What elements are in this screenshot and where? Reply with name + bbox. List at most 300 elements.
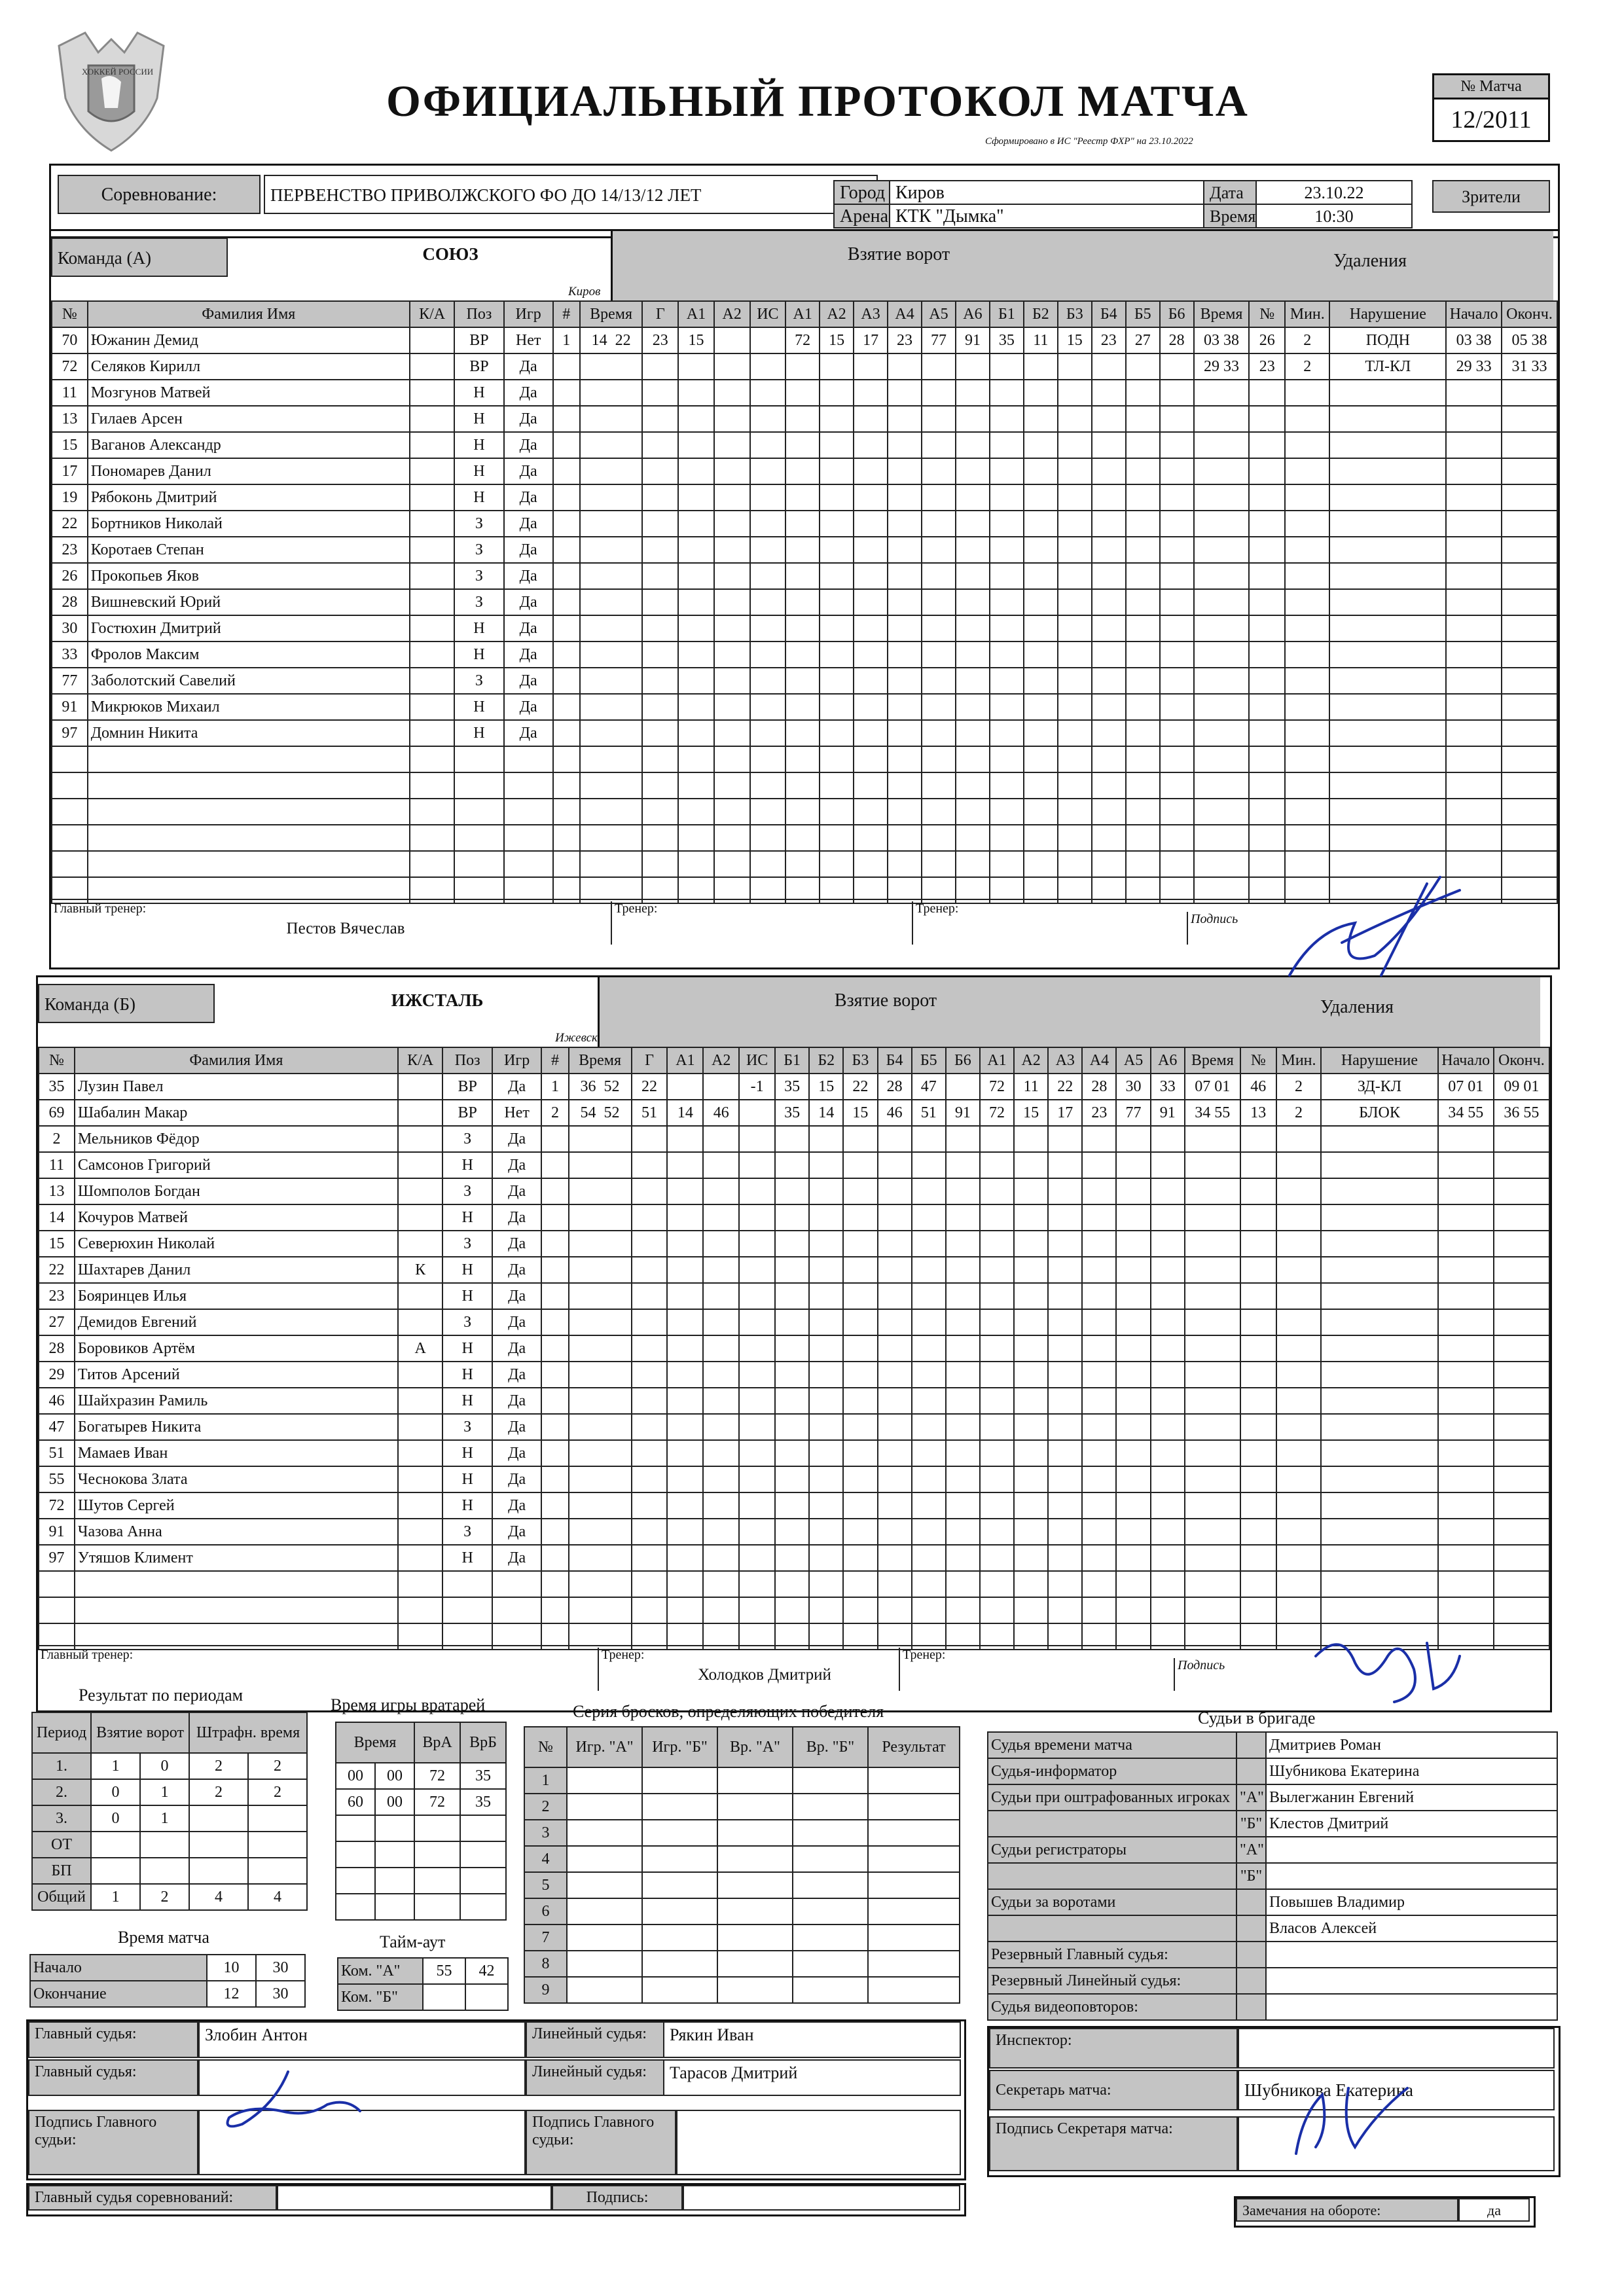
- empty-cell: [1240, 1440, 1276, 1466]
- empty-cell: [1126, 406, 1160, 432]
- team_a-onice-col-4: А5: [922, 301, 956, 327]
- empty-cell: [956, 589, 990, 615]
- empty-cell: [750, 642, 786, 668]
- empty-cell: [1321, 1152, 1437, 1178]
- empty-cell: [1502, 537, 1557, 563]
- empty-cell: [775, 1335, 809, 1362]
- empty-cell: [703, 1519, 739, 1545]
- empty-cell: [1249, 642, 1285, 668]
- empty-cell: [1126, 720, 1160, 746]
- empty-cell: [1249, 746, 1285, 772]
- team_b-coach2-label: Тренер:: [899, 1648, 945, 1691]
- empty-cell: [750, 511, 786, 537]
- empty-cell: [1194, 432, 1250, 458]
- player-number: 46: [39, 1388, 75, 1414]
- main-ref-1: Злобин Антон: [198, 2021, 526, 2058]
- empty-cell: [1048, 1388, 1082, 1414]
- empty-cell: [854, 799, 888, 825]
- empty-cell: [922, 825, 956, 851]
- player-name: Мамаев Иван: [75, 1440, 398, 1466]
- empty-cell: [541, 1362, 568, 1388]
- empty-cell: [1329, 615, 1446, 642]
- empty-cell: [1285, 406, 1329, 432]
- empty-cell: [1014, 1519, 1048, 1545]
- player-played: Да: [492, 1204, 541, 1231]
- empty-cell: [1151, 1414, 1185, 1440]
- empty-cell: [820, 851, 854, 877]
- periods-col-pim: Штрафн. время: [189, 1712, 307, 1753]
- penalty-start-min: 29: [1456, 357, 1472, 375]
- period-pim-a: 2: [189, 1779, 248, 1805]
- empty-cell: [1058, 799, 1092, 825]
- empty-cell: [785, 484, 820, 511]
- empty-cell: [1494, 1519, 1549, 1545]
- player-played: Да: [504, 511, 553, 537]
- onice-player: 46: [878, 1100, 912, 1126]
- goal-assist-2: 46: [703, 1100, 739, 1126]
- empty-cell: [843, 1309, 877, 1335]
- empty-cell: [580, 484, 643, 511]
- empty-cell: [1185, 1309, 1240, 1335]
- empty-cell: [739, 1492, 775, 1519]
- empty-cell: [1126, 458, 1160, 484]
- empty-cell: [946, 1335, 980, 1362]
- team_a-city: Киров: [568, 285, 601, 298]
- empty-cell: [642, 380, 678, 406]
- empty-cell: [1024, 825, 1058, 851]
- empty-cell: [714, 694, 750, 720]
- empty-cell: [809, 1204, 843, 1231]
- empty-cell: [1276, 1335, 1322, 1362]
- empty-cell: [1048, 1440, 1082, 1466]
- empty-cell: [1058, 511, 1092, 537]
- empty-cell: [922, 668, 956, 694]
- player-position: З: [442, 1178, 492, 1204]
- team_b-roster-col-2: К/А: [398, 1047, 443, 1074]
- empty-cell: [1329, 432, 1446, 458]
- empty-cell: [820, 694, 854, 720]
- goalie-row: [336, 1789, 506, 1815]
- goalie-row: [336, 1763, 506, 1789]
- empty-cell: [1092, 615, 1126, 642]
- empty-cell: [1151, 1231, 1185, 1257]
- empty-cell: [809, 1597, 843, 1623]
- empty-cell: [980, 1388, 1014, 1414]
- empty-cell: [990, 380, 1024, 406]
- timeout-b-min: [423, 1984, 465, 2010]
- empty-cell: [1494, 1388, 1549, 1414]
- empty-cell: [922, 746, 956, 772]
- empty-cell: [632, 1597, 668, 1623]
- player-position: З: [454, 511, 503, 537]
- player-number: 69: [39, 1100, 75, 1126]
- empty-cell: [820, 432, 854, 458]
- team_b-row: [39, 1152, 1549, 1178]
- empty-cell: [1024, 484, 1058, 511]
- empty-cell: [714, 799, 750, 825]
- goal-number: 1: [553, 327, 580, 353]
- player-position: Н: [442, 1152, 492, 1178]
- empty-cell: [1160, 615, 1194, 642]
- empty-cell: [1194, 589, 1250, 615]
- empty-cell: [912, 1362, 946, 1388]
- player-played: Да: [504, 642, 553, 668]
- empty-cell: [820, 589, 854, 615]
- team_a-row: [52, 694, 1557, 720]
- empty-cell: [1082, 1335, 1116, 1362]
- empty-cell: [739, 1362, 775, 1388]
- team_b-pen-col-3: Нарушение: [1321, 1047, 1437, 1074]
- empty-cell: [1160, 851, 1194, 877]
- empty-cell: [878, 1257, 912, 1283]
- empty-cell: [1276, 1388, 1322, 1414]
- empty-cell: [703, 1178, 739, 1204]
- city-value: Киров: [889, 180, 1249, 205]
- player-ka: [398, 1074, 443, 1100]
- empty-cell: [1082, 1257, 1116, 1283]
- empty-cell: [1321, 1335, 1437, 1362]
- empty-cell: [642, 746, 678, 772]
- shootout-number: 8: [524, 1951, 567, 1977]
- empty-cell: [1024, 563, 1058, 589]
- empty-cell: [1240, 1519, 1276, 1545]
- empty-cell: [1438, 1519, 1494, 1545]
- empty-cell: [1446, 825, 1502, 851]
- empty-cell: [1092, 432, 1126, 458]
- goal-time-min: 14: [591, 331, 607, 349]
- empty-cell: [1024, 406, 1058, 432]
- empty-cell: [1494, 1597, 1549, 1623]
- empty-cell: [1024, 380, 1058, 406]
- onice-player: 17: [1048, 1100, 1082, 1126]
- empty-cell: [632, 1414, 668, 1440]
- official-row: [988, 1968, 1557, 1994]
- empty-cell: [1321, 1519, 1437, 1545]
- player-position: Н: [454, 642, 503, 668]
- player-played: Да: [492, 1152, 541, 1178]
- penalty-end-sec: 01: [1523, 1077, 1540, 1095]
- empty-cell: [714, 563, 750, 589]
- player-played: Да: [504, 406, 553, 432]
- empty-cell: [1194, 615, 1250, 642]
- player-ka: [410, 694, 454, 720]
- empty-cell: [912, 1414, 946, 1440]
- empty-cell: [580, 406, 643, 432]
- empty-cell: [946, 1414, 980, 1440]
- team_a-row: [52, 642, 1557, 668]
- empty-cell: [1014, 1309, 1048, 1335]
- empty-cell: [1194, 825, 1250, 851]
- empty-cell: [1151, 1466, 1185, 1492]
- empty-cell: [1285, 772, 1329, 799]
- empty-cell: [922, 694, 956, 720]
- empty-cell: [1329, 694, 1446, 720]
- player-name: Шомполов Богдан: [75, 1178, 398, 1204]
- onice-player: 35: [775, 1100, 809, 1126]
- official-name: Вылегжанин Евгений: [1266, 1784, 1557, 1811]
- goal-time: [569, 1074, 632, 1100]
- empty-cell: [410, 825, 454, 851]
- empty-cell: [678, 511, 714, 537]
- onice-player: 33: [1151, 1074, 1185, 1100]
- empty-cell: [946, 1309, 980, 1335]
- team_b-row: [39, 1466, 1549, 1492]
- player-played: Да: [492, 1440, 541, 1466]
- empty-cell: [750, 799, 786, 825]
- empty-cell: [990, 563, 1024, 589]
- empty-cell: [1249, 380, 1285, 406]
- empty-cell: [854, 511, 888, 537]
- empty-cell: [843, 1204, 877, 1231]
- team_b-row: [39, 1126, 1549, 1152]
- team_a-name: СОЮЗ: [422, 244, 478, 264]
- empty-cell: [1276, 1283, 1322, 1309]
- empty-cell: [1014, 1362, 1048, 1388]
- periods-table-wrap: [31, 1712, 308, 1911]
- empty-cell: [1014, 1414, 1048, 1440]
- penalty-time: [1194, 327, 1250, 353]
- empty-cell: [667, 1492, 703, 1519]
- empty-cell: [1160, 484, 1194, 511]
- player-played: Да: [504, 537, 553, 563]
- empty-cell: [946, 1571, 980, 1597]
- empty-cell: [1058, 563, 1092, 589]
- empty-cell: [912, 1519, 946, 1545]
- empty-cell: [642, 825, 678, 851]
- team_a-goal-col-2: Г: [642, 301, 678, 327]
- team_b-onice-col-11: А6: [1151, 1047, 1185, 1074]
- empty-cell: [553, 746, 580, 772]
- empty-cell: [1329, 537, 1446, 563]
- empty-cell: [553, 668, 580, 694]
- empty-cell: [1321, 1388, 1437, 1414]
- empty-cell: [912, 1492, 946, 1519]
- goal-time-sec: 52: [604, 1104, 620, 1121]
- empty-cell: [750, 380, 786, 406]
- player-played: Да: [504, 694, 553, 720]
- goal-situation: -1: [739, 1074, 775, 1100]
- empty-cell: [888, 746, 922, 772]
- empty-cell: [946, 1204, 980, 1231]
- empty-cell: [1014, 1178, 1048, 1204]
- periods-col-period: Период: [32, 1712, 91, 1753]
- empty-cell: [888, 615, 922, 642]
- inspector-block: [987, 2026, 1561, 2177]
- player-position: Н: [442, 1362, 492, 1388]
- official-team: "Б": [1236, 1863, 1266, 1889]
- empty-cell: [785, 851, 820, 877]
- goalie-row: [336, 1815, 506, 1841]
- empty-cell: [667, 1178, 703, 1204]
- empty-cell: [1082, 1597, 1116, 1623]
- empty-cell: [809, 1257, 843, 1283]
- empty-cell: [678, 380, 714, 406]
- empty-cell: [642, 642, 678, 668]
- empty-cell: [88, 772, 410, 799]
- match-number-label: № Матча: [1432, 73, 1550, 99]
- empty-cell: [854, 537, 888, 563]
- team_b-city: Ижевск: [555, 1031, 598, 1045]
- empty-cell: [714, 406, 750, 432]
- remarks-label: Замечания на обороте:: [1236, 2198, 1458, 2222]
- shootout-wrap: [524, 1726, 960, 2004]
- empty-cell: [714, 458, 750, 484]
- official-row: [988, 1942, 1557, 1968]
- shootout-row: [524, 1872, 960, 1898]
- period-pim-b: [248, 1832, 307, 1858]
- penalty-time-min: 07: [1195, 1077, 1211, 1095]
- empty-cell: [1438, 1362, 1494, 1388]
- team_b-onice-col-5: Б6: [946, 1047, 980, 1074]
- official-name: [1266, 1942, 1557, 1968]
- shootout-number: 3: [524, 1820, 567, 1846]
- empty-cell: [820, 380, 854, 406]
- team_a-onice-col-5: А6: [956, 301, 990, 327]
- empty-cell: [750, 746, 786, 772]
- empty-cell: [1185, 1545, 1240, 1571]
- onice-player: 77: [922, 327, 956, 353]
- player-name: Демидов Евгений: [75, 1309, 398, 1335]
- empty-cell: [1502, 589, 1557, 615]
- empty-cell: [750, 772, 786, 799]
- goal-scorer: 22: [632, 1074, 668, 1100]
- empty-cell: [922, 432, 956, 458]
- player-position: Н: [454, 406, 503, 432]
- team_a-pen-col-5: Оконч.: [1502, 301, 1557, 327]
- empty-cell: [888, 772, 922, 799]
- period-row: [32, 1858, 307, 1884]
- empty-cell: [1240, 1466, 1276, 1492]
- player-name: Прокопьев Яков: [88, 563, 410, 589]
- empty-cell: [703, 1466, 739, 1492]
- player-number: 13: [52, 406, 88, 432]
- player-ka: А: [398, 1335, 443, 1362]
- empty-cell: [922, 511, 956, 537]
- empty-cell: [1249, 511, 1285, 537]
- onice-player: 72: [980, 1100, 1014, 1126]
- empty-cell: [1116, 1309, 1150, 1335]
- official-role: Судья-информатор: [988, 1758, 1236, 1784]
- penalty-violation: ТЛ-КЛ: [1329, 353, 1446, 380]
- empty-cell: [398, 1571, 443, 1597]
- empty-cell: [1116, 1571, 1150, 1597]
- empty-cell: [1321, 1231, 1437, 1257]
- empty-cell: [1092, 406, 1126, 432]
- empty-cell: [553, 694, 580, 720]
- empty-cell: [1185, 1283, 1240, 1309]
- empty-cell: [642, 432, 678, 458]
- match-end-min: 30: [256, 1981, 305, 2007]
- official-role: Резервный Главный судья:: [988, 1942, 1236, 1968]
- empty-cell: [1160, 720, 1194, 746]
- empty-cell: [785, 432, 820, 458]
- empty-cell: [956, 851, 990, 877]
- empty-cell: [1276, 1257, 1322, 1283]
- empty-cell: [990, 589, 1024, 615]
- onice-player: 15: [843, 1100, 877, 1126]
- goal-assist-2: [714, 327, 750, 353]
- player-ka: [398, 1204, 443, 1231]
- empty-cell: [541, 1283, 568, 1309]
- player-name: Рябоконь Дмитрий: [88, 484, 410, 511]
- empty-cell: [667, 1335, 703, 1362]
- empty-cell: [703, 1335, 739, 1362]
- empty-cell: [410, 799, 454, 825]
- empty-cell: [1276, 1231, 1322, 1257]
- empty-cell: [1240, 1597, 1276, 1623]
- empty-cell: [750, 589, 786, 615]
- empty-cell: [809, 1283, 843, 1309]
- onice-player: 14: [809, 1100, 843, 1126]
- empty-cell: [1024, 668, 1058, 694]
- empty-cell: [1285, 458, 1329, 484]
- goal-situation: [750, 327, 786, 353]
- empty-cell: [946, 1597, 980, 1623]
- player-played: Да: [504, 353, 553, 380]
- empty-cell: [912, 1388, 946, 1414]
- empty-cell: [1048, 1178, 1082, 1204]
- team_a-row: [52, 511, 1557, 537]
- empty-cell: [1285, 563, 1329, 589]
- date-label: Дата: [1203, 180, 1308, 205]
- periods-col-goals: Взятие ворот: [91, 1712, 189, 1753]
- empty-cell: [1126, 563, 1160, 589]
- empty-cell: [922, 720, 956, 746]
- player-number: 97: [52, 720, 88, 746]
- empty-cell: [990, 432, 1024, 458]
- team_a-goal-col-time: Время: [580, 301, 643, 327]
- player-ka: [398, 1414, 443, 1440]
- penalty-start-sec: 33: [1475, 357, 1492, 375]
- line-ref-2: Тарасов Дмитрий: [663, 2059, 961, 2096]
- empty-cell: [854, 458, 888, 484]
- empty-cell: [714, 484, 750, 511]
- player-played: Да: [504, 484, 553, 511]
- penalty-start-min: 34: [1448, 1104, 1464, 1121]
- team_a-row: [52, 720, 1557, 746]
- empty-cell: [678, 746, 714, 772]
- empty-cell: [1116, 1152, 1150, 1178]
- empty-cell: [1014, 1492, 1048, 1519]
- team_a-sign-label: Подпись: [1187, 912, 1238, 945]
- empty-cell: [1092, 799, 1126, 825]
- team_a-row: [52, 380, 1557, 406]
- empty-cell: [1329, 720, 1446, 746]
- timeout-b-label: Ком. "Б": [338, 1984, 423, 2010]
- empty-cell: [1160, 432, 1194, 458]
- official-role: Резервный Линейный судья:: [988, 1968, 1236, 1994]
- empty-cell: [1126, 746, 1160, 772]
- empty-cell: [1160, 642, 1194, 668]
- empty-cell: [1126, 353, 1160, 380]
- empty-cell: [1116, 1492, 1150, 1519]
- empty-cell: [1014, 1335, 1048, 1362]
- secretary-label: Секретарь матча:: [989, 2070, 1238, 2110]
- empty-cell: [667, 1362, 703, 1388]
- empty-cell: [739, 1440, 775, 1466]
- goal-assist-1: 14: [667, 1100, 703, 1126]
- empty-cell: [1185, 1362, 1240, 1388]
- player-ka: [398, 1126, 443, 1152]
- empty-cell: [775, 1362, 809, 1388]
- official-row: [988, 1994, 1557, 2020]
- empty-cell: [878, 1362, 912, 1388]
- empty-cell: [1185, 1126, 1240, 1152]
- period-pim-a: [189, 1832, 248, 1858]
- player-number: 47: [39, 1414, 75, 1440]
- shootout-number: 7: [524, 1925, 567, 1951]
- empty-cell: [1058, 380, 1092, 406]
